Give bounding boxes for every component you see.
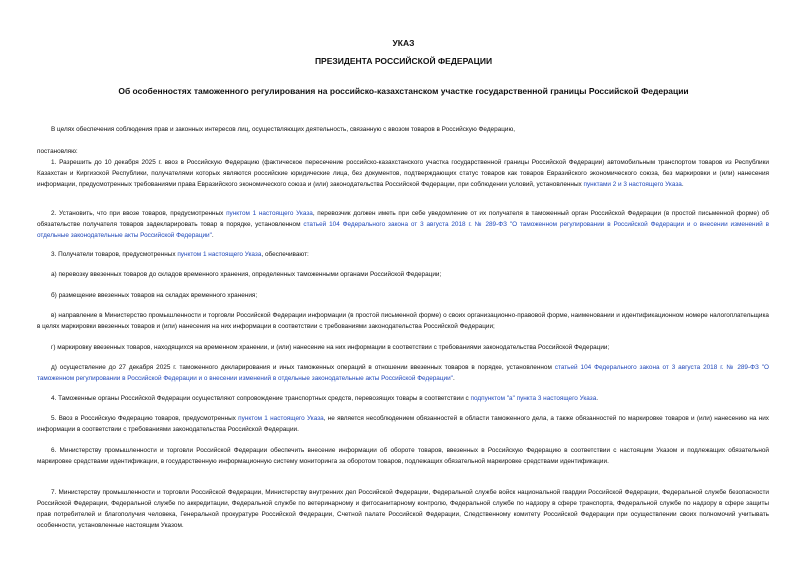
paragraph-3 bbox=[37, 249, 769, 260]
paragraph-4-end: . bbox=[596, 395, 599, 402]
link-point-1[interactable]: пунктом 1 настоящего Указа bbox=[226, 210, 313, 217]
link-points-2-3[interactable]: пунктами 2 и 3 настоящего Указа bbox=[583, 181, 682, 188]
document-issuer: ПРЕЗИДЕНТА РОССИЙСКОЙ ФЕДЕРАЦИИ bbox=[314, 56, 493, 66]
paragraph-3-g: г) маркировку ввезенных товаров, находящихся на временном хранении, и (или) нанесение на них информации в соответствии с требованиями законодательства Российской Федерации; bbox=[51, 344, 610, 351]
link-federal-law-289[interactable]: статьей 104 Федерального закона от 3 августа 2018 г. № 289-ФЗ "О таможенном регулировании в Российской Федерации и о внесении изменений в отдельные законодательные акты Российской Федерации" bbox=[37, 221, 769, 239]
paragraph-1 bbox=[37, 157, 769, 190]
paragraph-3-v: в) направление в Министерство промышленности и торговли Российской Федерации информации (в простой письменной форме) о своих организационно-правовой форме, наименовании и идентификационном номере налогоплательщика в целях маркировки ввезенных товаров и (или) нанесения на них информации в соответствии с требованиями законодательства Российской Федерации; bbox=[37, 312, 769, 330]
paragraph-2-text-b: , перевозчик должен иметь при себе уведомление от их получателя в таможенный орган Российской Федерации (в простой письменной форме) об обязательстве получателя товаров задекларировать товар в порядке, установленном bbox=[37, 210, 770, 228]
paragraph-3-text-a: 3. Получатели товаров, предусмотренных bbox=[51, 251, 178, 258]
paragraph-3-d-end: . bbox=[452, 375, 455, 382]
paragraph-3-b: б) размещение ввезенных товаров на складах временного хранения; bbox=[51, 292, 258, 299]
paragraph-3-d bbox=[37, 362, 769, 384]
preamble: В целях обеспечения соблюдения прав и законных интересов лиц, осуществляющих деятельность, связанную с ввозом товаров в Российскую Федерацию, bbox=[51, 126, 516, 133]
paragraph-7: 7. Министерству промышленности и торговли Российской Федерации, Министерству внутренних дел Российской Федерации, Федеральной службе войск национальной гвардии Российской Федерации, Федеральной службе безопасности Российской Федерации, Федеральной службе по аккредитации, Федеральной службе по ветеринарному и фитосанитарному контролю, Федеральной службе по надзору в сфере транспорта, Федеральной службе по надзору в сфере защиты прав потребителей и благополучия человека, Генеральной прокуратуре Российской Федерации, Счетной палате Российской Федерации, Следственному комитету Российской Федерации при осуществлении своих полномочий учитывать особенности, установленные настоящим Указом. bbox=[37, 489, 769, 529]
link-point-1[interactable]: пунктом 1 настоящего Указа bbox=[238, 415, 324, 422]
document-title: УКАЗ bbox=[392, 38, 415, 48]
paragraph-3-d-text: д) осуществление до 27 декабря 2025 г. таможенного декларирования и иных таможенных операций в отношении ввезенных товаров в порядке, установленном bbox=[51, 364, 555, 371]
link-point-1[interactable]: пунктом 1 настоящего Указа bbox=[177, 251, 262, 258]
paragraph-2-text-a: 2. Установить, что при ввозе товаров, предусмотренных bbox=[51, 210, 227, 217]
paragraph-5-text-a: 5. Ввоз в Российскую Федерацию товаров, предусмотренных bbox=[51, 415, 239, 422]
paragraph-6: 6. Министерству промышленности и торговли Российской Федерации обеспечить внесение информации об обороте товаров, ввезенных в Российскую Федерацию в соответствии с настоящим Указом и подлежащих обязательной маркировке средствами идентификации, в государственную информационную систему мониторинга за оборотом товаров, подлежащих обязательной маркировке средствами идентификации. bbox=[37, 447, 769, 465]
paragraph-1-end: . bbox=[681, 181, 684, 188]
link-subpoint-a-point-3[interactable]: подпунктом "а" пункта 3 настоящего Указа bbox=[470, 395, 597, 402]
paragraph-5-text-b: , не является несоблюдением обязанностей в области таможенного дела, а также обязанностей по маркировке товаров и (или) нанесению на них информации в соответствии с требованиями законодательства Российской Федерации. bbox=[37, 415, 769, 433]
paragraph-3-a: а) перевозку ввезенных товаров до складов временного хранения, определенных таможенными органами Российской Федерации; bbox=[51, 271, 442, 278]
document-subject: Об особенностях таможенного регулирования на российско-казахстанском участке государственной границы Российской Федерации bbox=[118, 86, 689, 96]
paragraph-2 bbox=[37, 208, 769, 241]
paragraph-2-end: . bbox=[211, 232, 214, 239]
paragraph-1-text: 1. Разрешить до 10 декабря 2025 г. ввоз в Российскую Федерацию (фактическое пересечение российско-казахстанского участка государственной границы Российской Федерации) автомобильным транспортом товаров из Республики Казахстан и Киргизской Республики, получателями которых являются российские юридические лица, без документов, подтверждающих статус товаров как товаров Евразийского экономического союза, без маркировки и (или) нанесения информации, предусмотренных требованиями права Евразийского экономического союза и (или) законодательства Российской Федерации, при соблюдении условий, установленных bbox=[37, 159, 769, 188]
paragraph-3-text-b: , обеспечивают: bbox=[261, 251, 309, 258]
paragraph-4 bbox=[37, 393, 769, 404]
decree-word: постановляю: bbox=[37, 148, 78, 155]
link-federal-law-289[interactable]: статьей 104 Федерального закона от 3 августа 2018 г. № 289-ФЗ "О таможенном регулировании в Российской Федерации и о внесении изменений в отдельные законодательные акты Российской Федерации" bbox=[37, 364, 769, 382]
paragraph-4-text: 4. Таможенные органы Российской Федерации осуществляют сопровождение транспортных средств, перевозящих товары в соответствии с bbox=[51, 395, 471, 402]
paragraph-5 bbox=[37, 413, 769, 435]
